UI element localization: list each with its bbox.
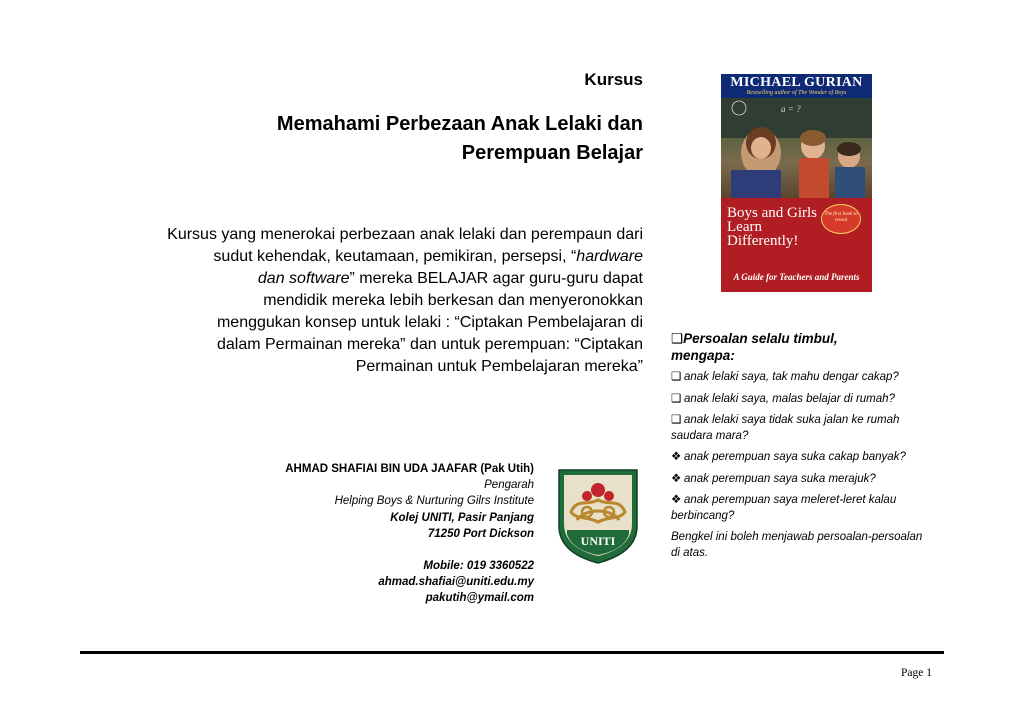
description-line: dalam Permainan mereka” dan untuk perempuan: “Ciptakan	[216, 336, 643, 353]
question-item	[671, 370, 933, 386]
course-description	[80, 224, 643, 378]
course-label: Kursus	[584, 70, 643, 89]
question-text: anak perempuan saya meleret-leret kalau berbincang?	[671, 494, 897, 522]
book-author: MICHAEL GURIAN	[730, 75, 863, 90]
book-title-panel	[721, 198, 872, 292]
question-text: anak perempuan saya suka merajuk?	[684, 472, 876, 485]
question-text: anak perempuan saya suka cakap banyak?	[684, 451, 906, 463]
question-text: anak lelaki saya tidak suka jalan ke rumah saudara mara?	[671, 414, 900, 442]
questions-column	[671, 330, 933, 561]
description-line: Kursus yang menerokai perbezaan anak lelaki dan perempaun dari	[167, 226, 643, 243]
course-title	[160, 110, 643, 168]
book-badge: The first book to reveal	[821, 204, 861, 234]
question-text: anak lelaki saya, malas belajar di rumah?	[684, 392, 895, 405]
question-item	[671, 472, 933, 488]
question-item	[671, 450, 933, 466]
course-title-line2: Perempuan Belajar	[461, 142, 643, 164]
questions-closing: Bengkel ini boleh menjawab persoalan-persoalan di atas.	[671, 531, 923, 559]
book-tagline: Bestselling author of The Wonder of Boys	[746, 90, 847, 96]
contact-block	[200, 461, 534, 607]
description-line: mendidik mereka lebih berkesan dan menyeronokkan	[263, 292, 643, 309]
uniti-crest-icon	[557, 468, 639, 564]
book-subtitle: A Guide for Teachers and Parents	[733, 272, 860, 282]
question-item	[671, 413, 933, 444]
contact-email-link[interactable]: ahmad.shafiai@uniti.edu.my	[378, 576, 534, 589]
contact-name: AHMAD SHAFIAI BIN UDA JAAFAR (Pak Utih)	[285, 463, 534, 475]
logo-text: UNITI	[580, 534, 616, 548]
description-line: sudut kehendak, keutamaan, pemikiran, persepsi, “hardware	[213, 248, 643, 265]
page-number: Page 1	[901, 667, 932, 679]
diamond-bullet-icon: ❖	[671, 472, 682, 485]
book-title: Boys and Girls Learn Differently!	[727, 205, 817, 249]
svg-text:a = ?: a = ?	[781, 104, 801, 114]
book-photo	[721, 98, 872, 198]
questions-heading: ❑Persoalan selalu timbul, mengapa:	[671, 331, 838, 363]
description-line: dan software” mereka BELAJAR agar guru-guru dapat	[257, 270, 643, 287]
contact-mobile: Mobile: 019 3360522	[423, 560, 534, 573]
description-line: Permainan untuk Pembelajaran mereka”	[355, 358, 643, 375]
checkbox-bullet-icon: ❑	[671, 392, 682, 405]
contact-email-alt-link[interactable]: pakutih@ymail.com	[425, 592, 534, 605]
diamond-bullet-icon: ❖	[671, 451, 682, 463]
book-cover-image	[721, 74, 872, 292]
contact-org: Helping Boys & Nurturing Gilrs Institute	[334, 495, 534, 508]
questions-list	[671, 370, 933, 524]
contact-address: 71250 Port Dickson	[427, 527, 534, 540]
checkbox-icon: ❑	[671, 331, 684, 346]
description-line: menggukan konsep untuk lelaki : “Ciptakan Pembelajaran di	[216, 314, 643, 331]
footer-divider	[80, 651, 944, 654]
checkbox-bullet-icon: ❑	[671, 371, 682, 383]
contact-college: Kolej UNITI, Pasir Panjang	[390, 511, 534, 524]
contact-role: Pengarah	[484, 479, 534, 492]
question-text: anak lelaki saya, tak mahu dengar cakap?	[684, 371, 899, 383]
diamond-bullet-icon: ❖	[671, 494, 682, 506]
question-item	[671, 493, 933, 524]
book-header	[721, 74, 872, 98]
course-title-line1: Memahami Perbezaan Anak Lelaki dan	[276, 113, 643, 135]
question-item	[671, 392, 933, 408]
checkbox-bullet-icon: ❑	[671, 414, 682, 426]
